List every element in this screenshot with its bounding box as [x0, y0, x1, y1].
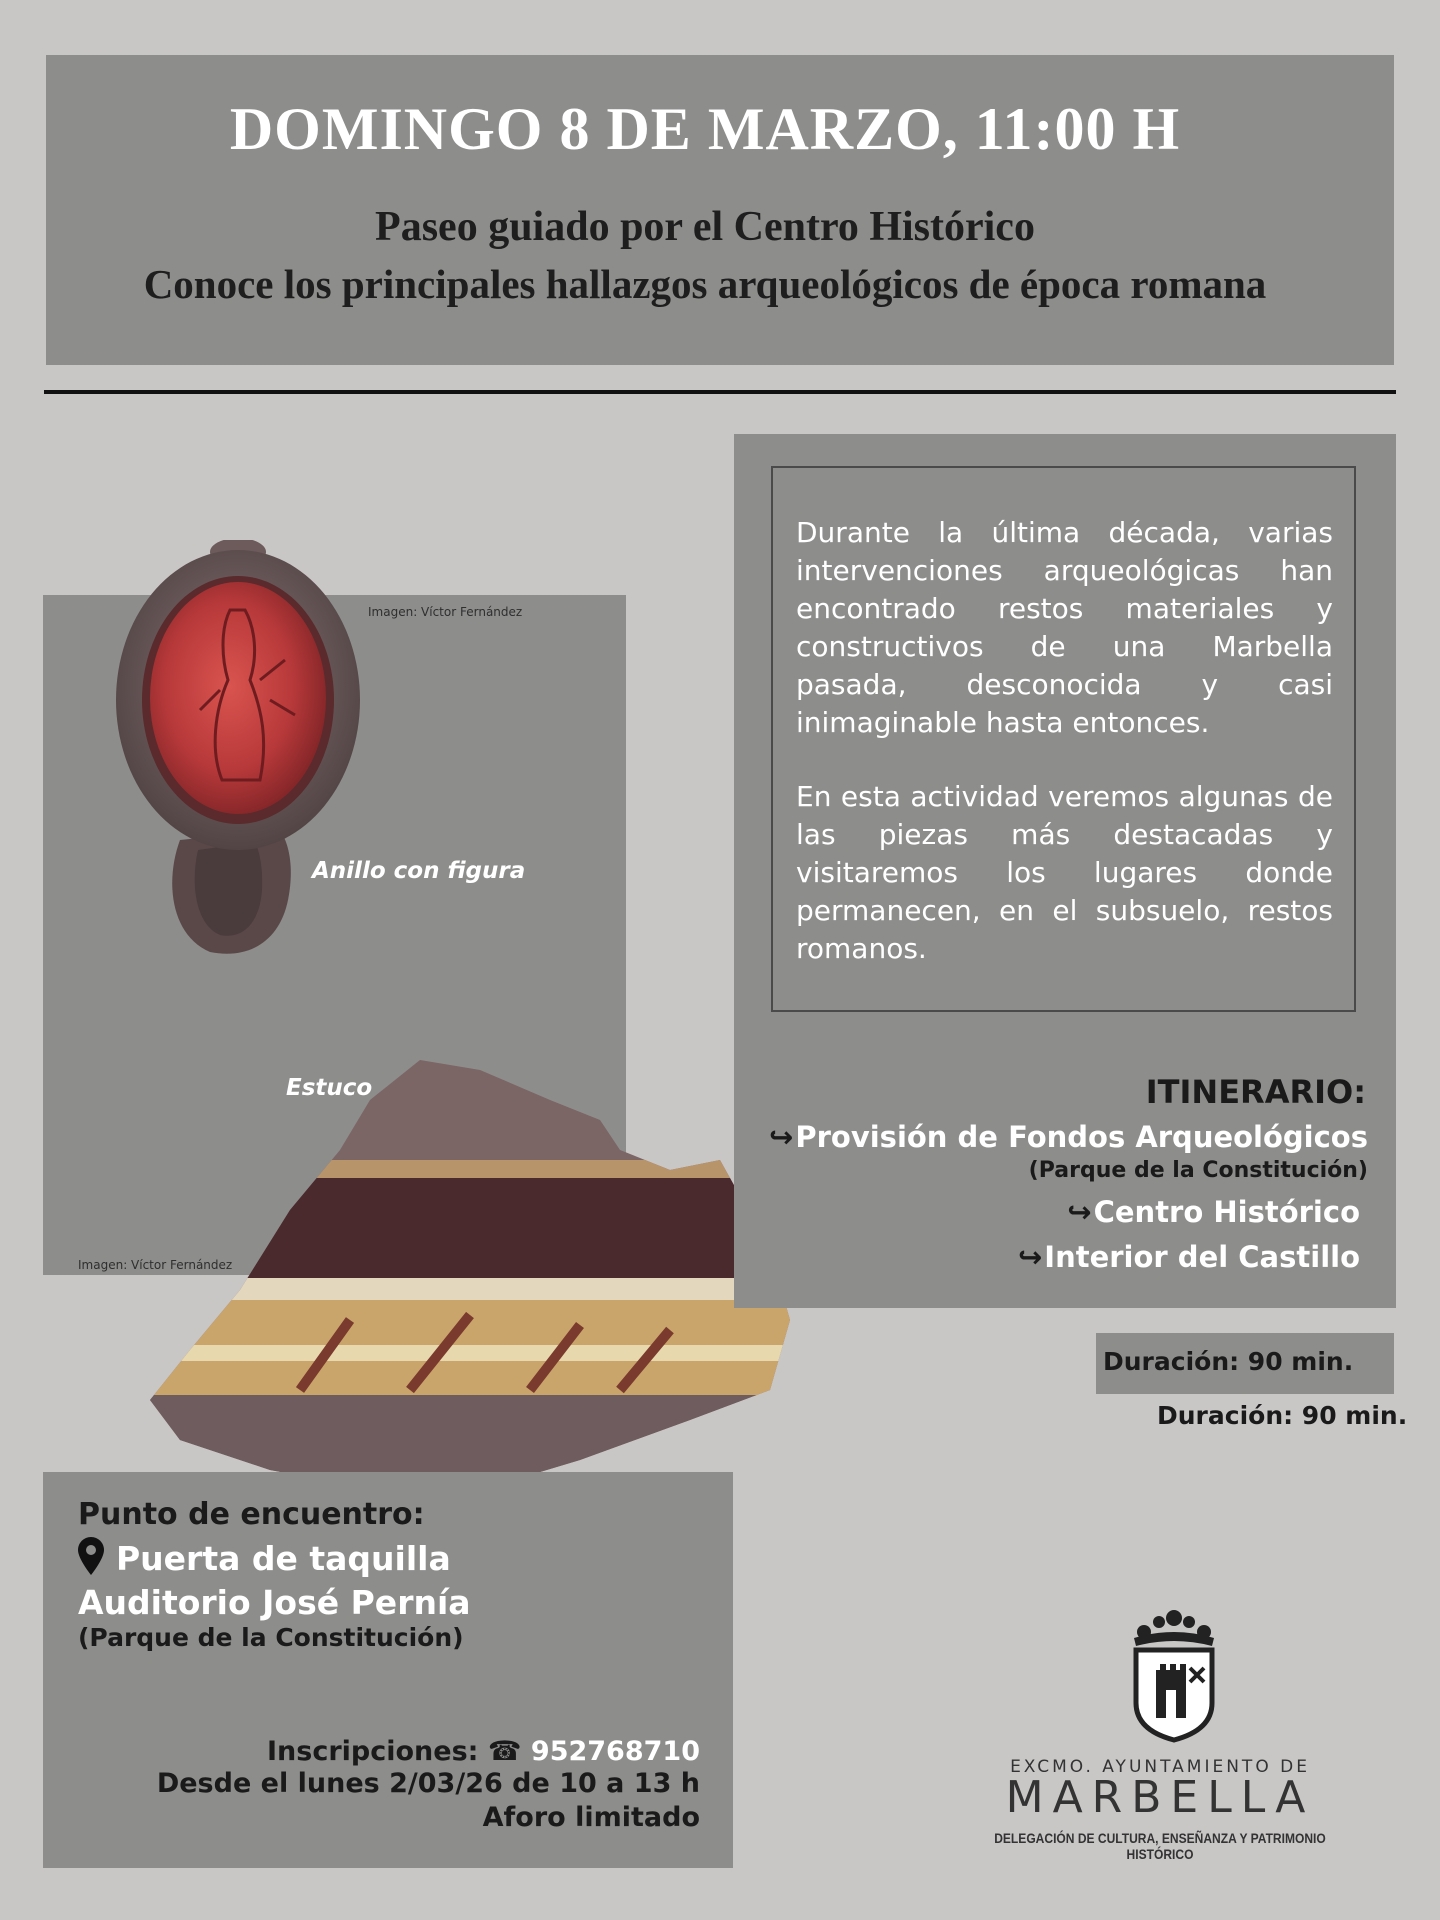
meeting-point-text: Puerta de taquilla	[116, 1539, 451, 1578]
image-credit: Imagen: Víctor Fernández	[368, 605, 523, 619]
itinerary-stop	[760, 1195, 1360, 1229]
itinerary-title: ITINERARIO:	[1145, 1073, 1366, 1111]
location-pin-icon	[78, 1537, 104, 1575]
event-subtitle: Paseo guiado por el Centro Histórico	[375, 204, 1035, 250]
arrow-icon: ↪	[769, 1120, 794, 1154]
phone-icon: ☎	[487, 1736, 522, 1767]
registration-schedule: Desde el lunes 2/03/26 de 10 a 13 h	[156, 1768, 700, 1799]
coat-of-arms-logo	[1124, 1608, 1224, 1743]
ring-image	[110, 540, 370, 960]
meeting-point-title: Punto de encuentro:	[78, 1497, 425, 1532]
meeting-point-location: (Parque de la Constitución)	[78, 1623, 464, 1652]
meeting-point-line	[78, 1537, 451, 1578]
itinerary-stop-label: Centro Histórico	[1093, 1195, 1360, 1229]
capacity-note: Aforo limitado	[482, 1802, 700, 1833]
divider-line	[44, 390, 1396, 394]
stucco-caption: Estuco	[286, 1075, 373, 1101]
phone-number[interactable]: 952768710	[530, 1736, 700, 1767]
description-paragraph: Durante la última década, varias intervenciones arqueológicas han encontrado restos materiales y constructivos de una Marbella pasada, desconocida y casi inimaginable hasta entonces.	[796, 516, 1333, 739]
duration-label: Duración: 90 min.	[1103, 1347, 1354, 1376]
itinerary-stop	[760, 1120, 1368, 1154]
itinerary-stop-label: Provisión de Fondos Arqueológicos	[795, 1120, 1368, 1154]
stucco-image	[150, 1060, 800, 1500]
ring-caption: Anillo con figura	[312, 858, 526, 884]
logo-department: DELEGACIÓN DE CULTURA, ENSEÑANZA Y PATRIMONIO HISTÓRICO	[994, 1830, 1326, 1862]
registration-label: Inscripciones:	[267, 1736, 488, 1767]
registration-line	[100, 1736, 700, 1767]
itinerary-stop	[760, 1240, 1360, 1274]
arrow-icon: ↪	[1017, 1240, 1043, 1274]
event-date-title: DOMINGO 8 DE MARZO, 11:00 H	[229, 96, 1181, 162]
logo-line: EXCMO. AYUNTAMIENTO DE	[1010, 1757, 1310, 1777]
arrow-icon: ↪	[1067, 1195, 1092, 1229]
meeting-point-venue: Auditorio José Pernía	[78, 1583, 471, 1622]
itinerary-stop-location: (Parque de la Constitución)	[1028, 1158, 1368, 1183]
duration-label: Duración: 90 min.	[1157, 1401, 1408, 1430]
event-tagline: Conoce los principales hallazgos arqueológicos de época romana	[143, 261, 1267, 307]
itinerary-stop-label: Interior del Castillo	[1044, 1240, 1360, 1274]
logo-name: MARBELLA	[1005, 1772, 1315, 1823]
description-paragraph: En esta actividad veremos algunas de las piezas más destacadas y visitaremos los lugares donde permanecen, en el subsuelo, restos romanos.	[796, 780, 1333, 965]
image-credit: Imagen: Víctor Fernández	[78, 1258, 233, 1272]
